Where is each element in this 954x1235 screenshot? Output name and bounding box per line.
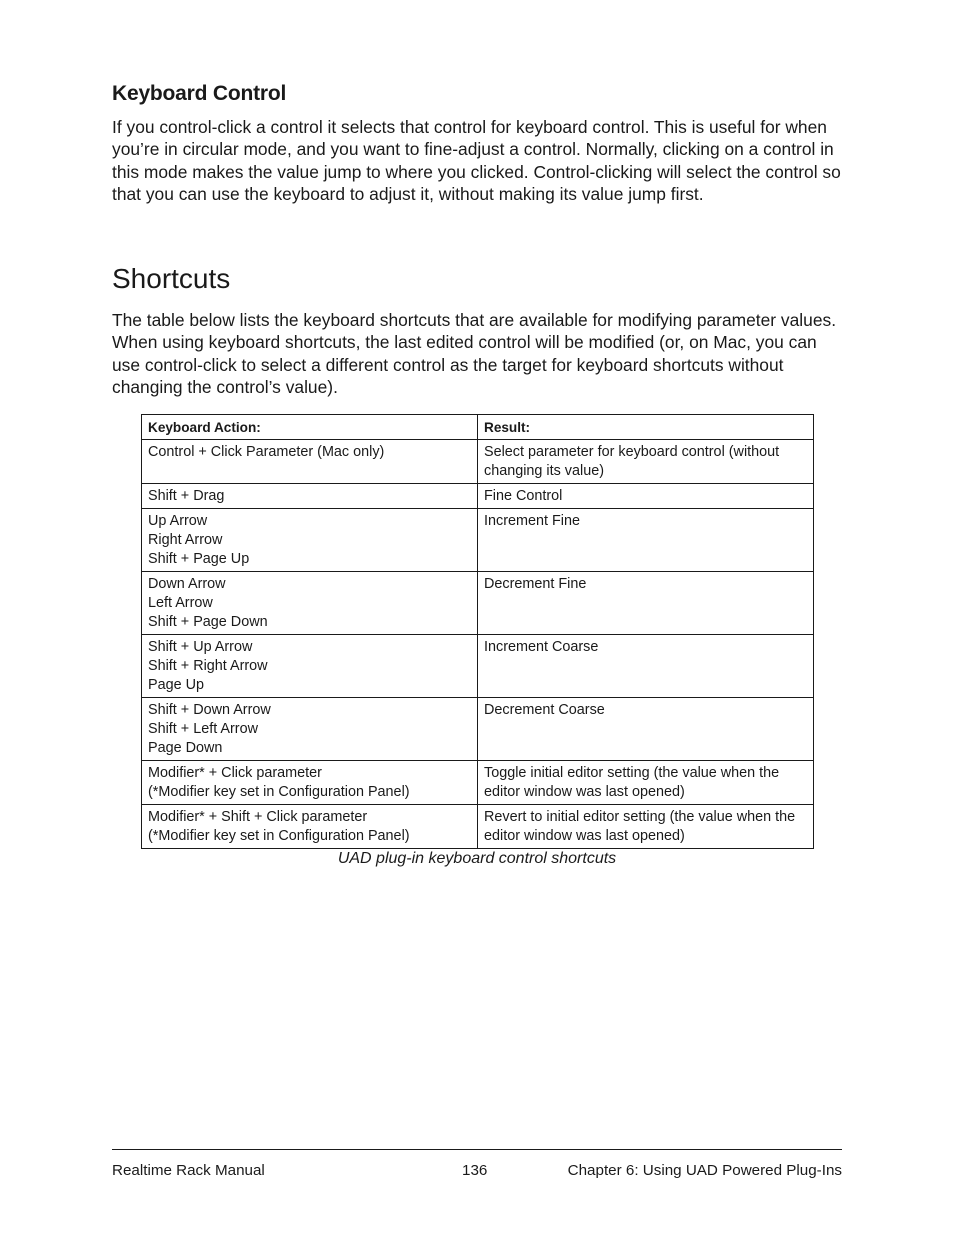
table-caption: UAD plug-in keyboard control shortcuts — [337, 850, 617, 867]
keyboard-action-cell — [142, 805, 478, 849]
table-row — [142, 635, 814, 698]
footer-page-number: 136 — [462, 1162, 488, 1179]
keyboard-action-line: Page Down — [148, 740, 223, 756]
result-text: Decrement Fine — [484, 576, 587, 592]
keyboard-action-line: Left Arrow — [148, 595, 213, 611]
keyboard-action-line: Down Arrow — [148, 576, 226, 592]
table-row — [142, 509, 814, 572]
table-header-row — [142, 415, 814, 440]
keyboard-action-line: Shift + Right Arrow — [148, 658, 268, 674]
header-result: Result: — [478, 415, 814, 440]
result-cell — [478, 509, 814, 572]
keyboard-action-cell — [142, 572, 478, 635]
keyboard-control-paragraph: If you control-click a control it selects that control for keyboard control. This is useful for when you’re in circular mode, and you want to fine-adjust a control. Normally, clicking on a control in this mode makes the value jump to where you clicked. Control-clicking will select the control so that you can use the keyboard to adjust it, without making its value jump first. — [112, 117, 841, 205]
result-text: Increment Coarse — [484, 639, 599, 655]
result-cell — [478, 805, 814, 849]
keyboard-action-cell — [142, 509, 478, 572]
keyboard-action-line: Shift + Down Arrow — [148, 702, 271, 718]
keyboard-action-line: Modifier* + Click parameter — [148, 765, 322, 781]
result-cell — [478, 440, 814, 484]
keyboard-action-line: Shift + Left Arrow — [148, 721, 258, 737]
table-row — [142, 761, 814, 805]
footer-divider — [112, 1149, 842, 1150]
keyboard-action-cell — [142, 484, 478, 509]
result-text: Revert to initial editor setting (the value when the editor window was last opened) — [484, 809, 796, 844]
keyboard-action-line: Shift + Up Arrow — [148, 639, 253, 655]
keyboard-action-cell — [142, 698, 478, 761]
result-cell — [478, 572, 814, 635]
keyboard-action-cell — [142, 761, 478, 805]
shortcuts-table-body — [142, 440, 814, 849]
shortcuts-heading: Shortcuts — [112, 263, 231, 294]
keyboard-action-cell — [142, 440, 478, 484]
keyboard-action-line: Up Arrow — [148, 513, 208, 529]
result-text: Toggle initial editor setting (the value when the editor window was last opened) — [484, 765, 780, 800]
keyboard-action-line: Shift + Drag — [148, 488, 225, 504]
shortcuts-paragraph: The table below lists the keyboard shortcuts that are available for modifying parameter values. When using keyboard shortcuts, the last edited control will be modified (or, on Mac, you can use control-click to select a different control as the target for keyboard shortcuts without changing the control’s value). — [112, 310, 837, 398]
result-text: Increment Fine — [484, 513, 580, 529]
result-cell — [478, 635, 814, 698]
header-keyboard-action: Keyboard Action: — [142, 415, 478, 440]
table-row — [142, 572, 814, 635]
table-row — [142, 805, 814, 849]
result-text: Decrement Coarse — [484, 702, 605, 718]
keyboard-action-line: Page Up — [148, 677, 205, 693]
table-row — [142, 440, 814, 484]
keyboard-action-line: Shift + Page Down — [148, 614, 268, 630]
result-text: Select parameter for keyboard control (without changing its value) — [484, 444, 780, 479]
keyboard-action-line: (*Modifier key set in Configuration Panel) — [148, 784, 410, 800]
keyboard-action-line: Shift + Page Up — [148, 551, 250, 567]
footer-chapter-title: Chapter 6: Using UAD Powered Plug-Ins — [567, 1162, 842, 1179]
footer-manual-title: Realtime Rack Manual — [112, 1162, 265, 1179]
result-cell — [478, 698, 814, 761]
shortcuts-table — [141, 414, 814, 849]
keyboard-action-line: Right Arrow — [148, 532, 223, 548]
keyboard-action-line: (*Modifier key set in Configuration Panel) — [148, 828, 410, 844]
keyboard-control-heading: Keyboard Control — [112, 82, 287, 105]
keyboard-action-cell — [142, 635, 478, 698]
table-row — [142, 698, 814, 761]
table-row — [142, 484, 814, 509]
result-cell — [478, 761, 814, 805]
result-cell — [478, 484, 814, 509]
result-text: Fine Control — [484, 488, 563, 504]
keyboard-action-line: Control + Click Parameter (Mac only) — [148, 444, 385, 460]
keyboard-action-line: Modifier* + Shift + Click parameter — [148, 809, 368, 825]
